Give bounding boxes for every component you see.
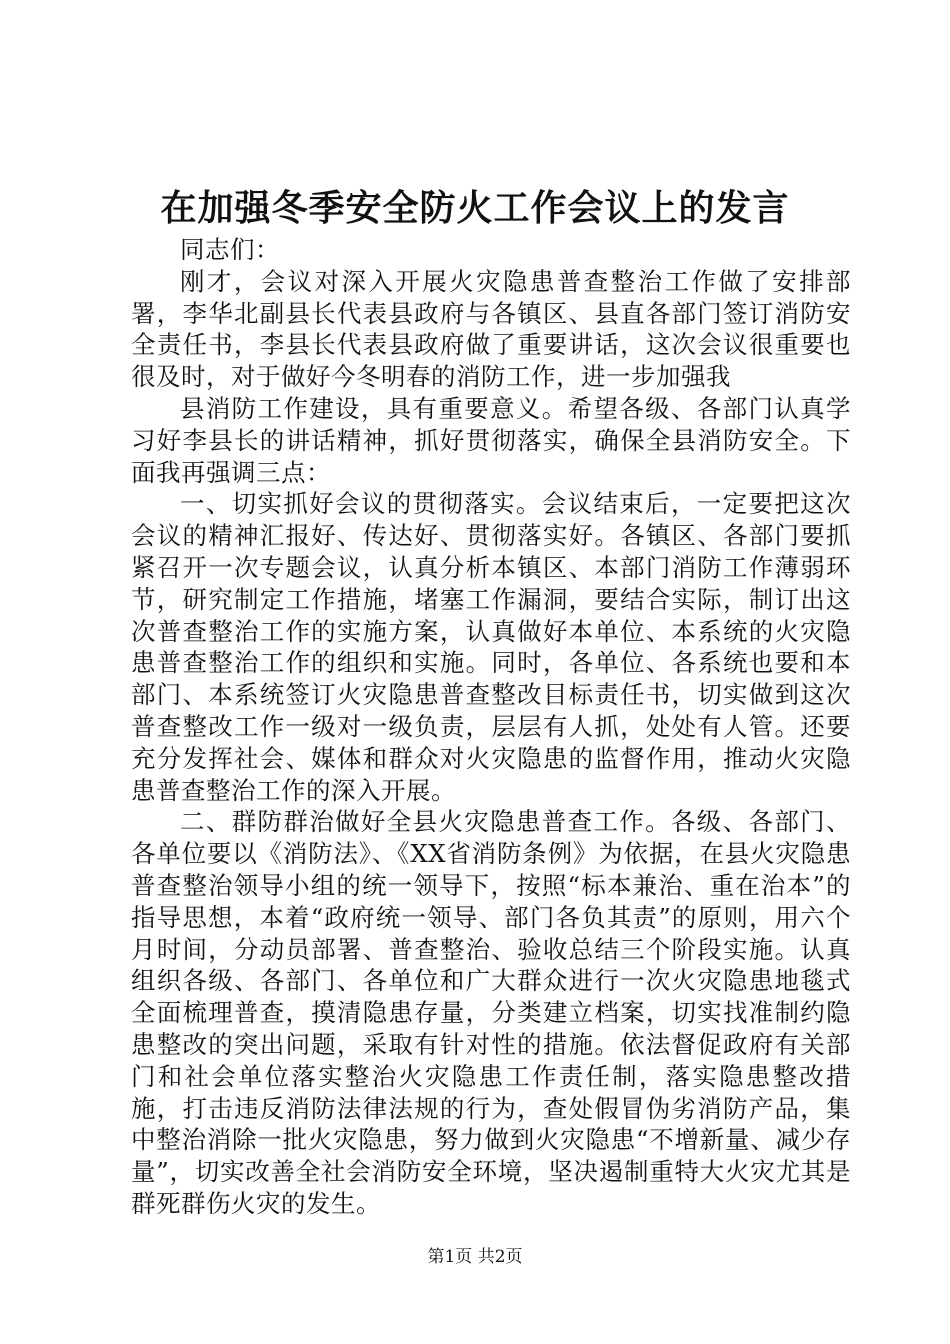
document-body bbox=[131, 234, 851, 1220]
paragraph-significance: 县消防工作建设，具有重要意义。希望各级、各部门认真学习好李县长的讲话精神，抓好贯彻落实，确保全县消防安全。下面我再强调三点： bbox=[131, 393, 851, 487]
salutation: 同志们： bbox=[180, 235, 280, 264]
paragraph-intro: 刚才，会议对深入开展火灾隐患普查整治工作做了安排部署，李华北副县长代表县政府与各镇区、县直各部门签订消防安全责任书，李县长代表县政府做了重要讲话，这次会议很重要也很及时，对于做好今冬明春的消防工作，进一步加强我 bbox=[131, 266, 851, 392]
paragraph-point-one: 一、切实抓好会议的贯彻落实。会议结束后，一定要把这次会议的精神汇报好、传达好、贯彻落实好。各镇区、各部门要抓紧召开一次专题会议，认真分析本镇区、本部门消防工作薄弱环节，研究制定工作措施，堵塞工作漏洞，要结合实际，制订出这次普查整治工作的实施方案，认真做好本单位、本系统的火灾隐患普查整治工作的组织和实施。同时，各单位、各系统也要和本部门、本系统签订火灾隐患普查整改目标责任书，切实做到这次普查整改工作一级对一级负责，层层有人抓，处处有人管。还要充分发挥社会、媒体和群众对火灾隐患的监督作用，推动火灾隐患普查整治工作的深入开展。 bbox=[131, 489, 851, 805]
paragraph-point-two: 二、群防群治做好全县火灾隐患普查工作。各级、各部门、各单位要以《消防法》、《XX省消防条例》为依据，在县火灾隐患普查整治领导小组的统一领导下，按照“标本兼治、重在治本”的指导思想，本着“政府统一领导、部门各负其责”的原则，用六个月时间，分动员部署、普查整治、验收总结三个阶段实施。认真组织各级、各部门、各单位和广大群众进行一次火灾隐患地毯式全面梳理普查，摸清隐患存量，分类建立档案，切实找准制约隐患整改的突出问题，采取有针对性的措施。依法督促政府有关部门和社会单位落实整治火灾隐患工作责任制，落实隐患整改措施，打击违反消防法律法规的行为，查处假冒伪劣消防产品，集中整治消除一批火灾隐患，努力做到火灾隐患“不增新量、减少存量”，切实改善全社会消防安全环境，坚决遏制重特大火灾尤其是群死群伤火灾的发生。 bbox=[131, 807, 851, 1218]
page-footer: 第1页 共2页 bbox=[427, 1247, 523, 1267]
document-title: 在加强冬季安全防火工作会议上的发言 bbox=[160, 187, 790, 229]
